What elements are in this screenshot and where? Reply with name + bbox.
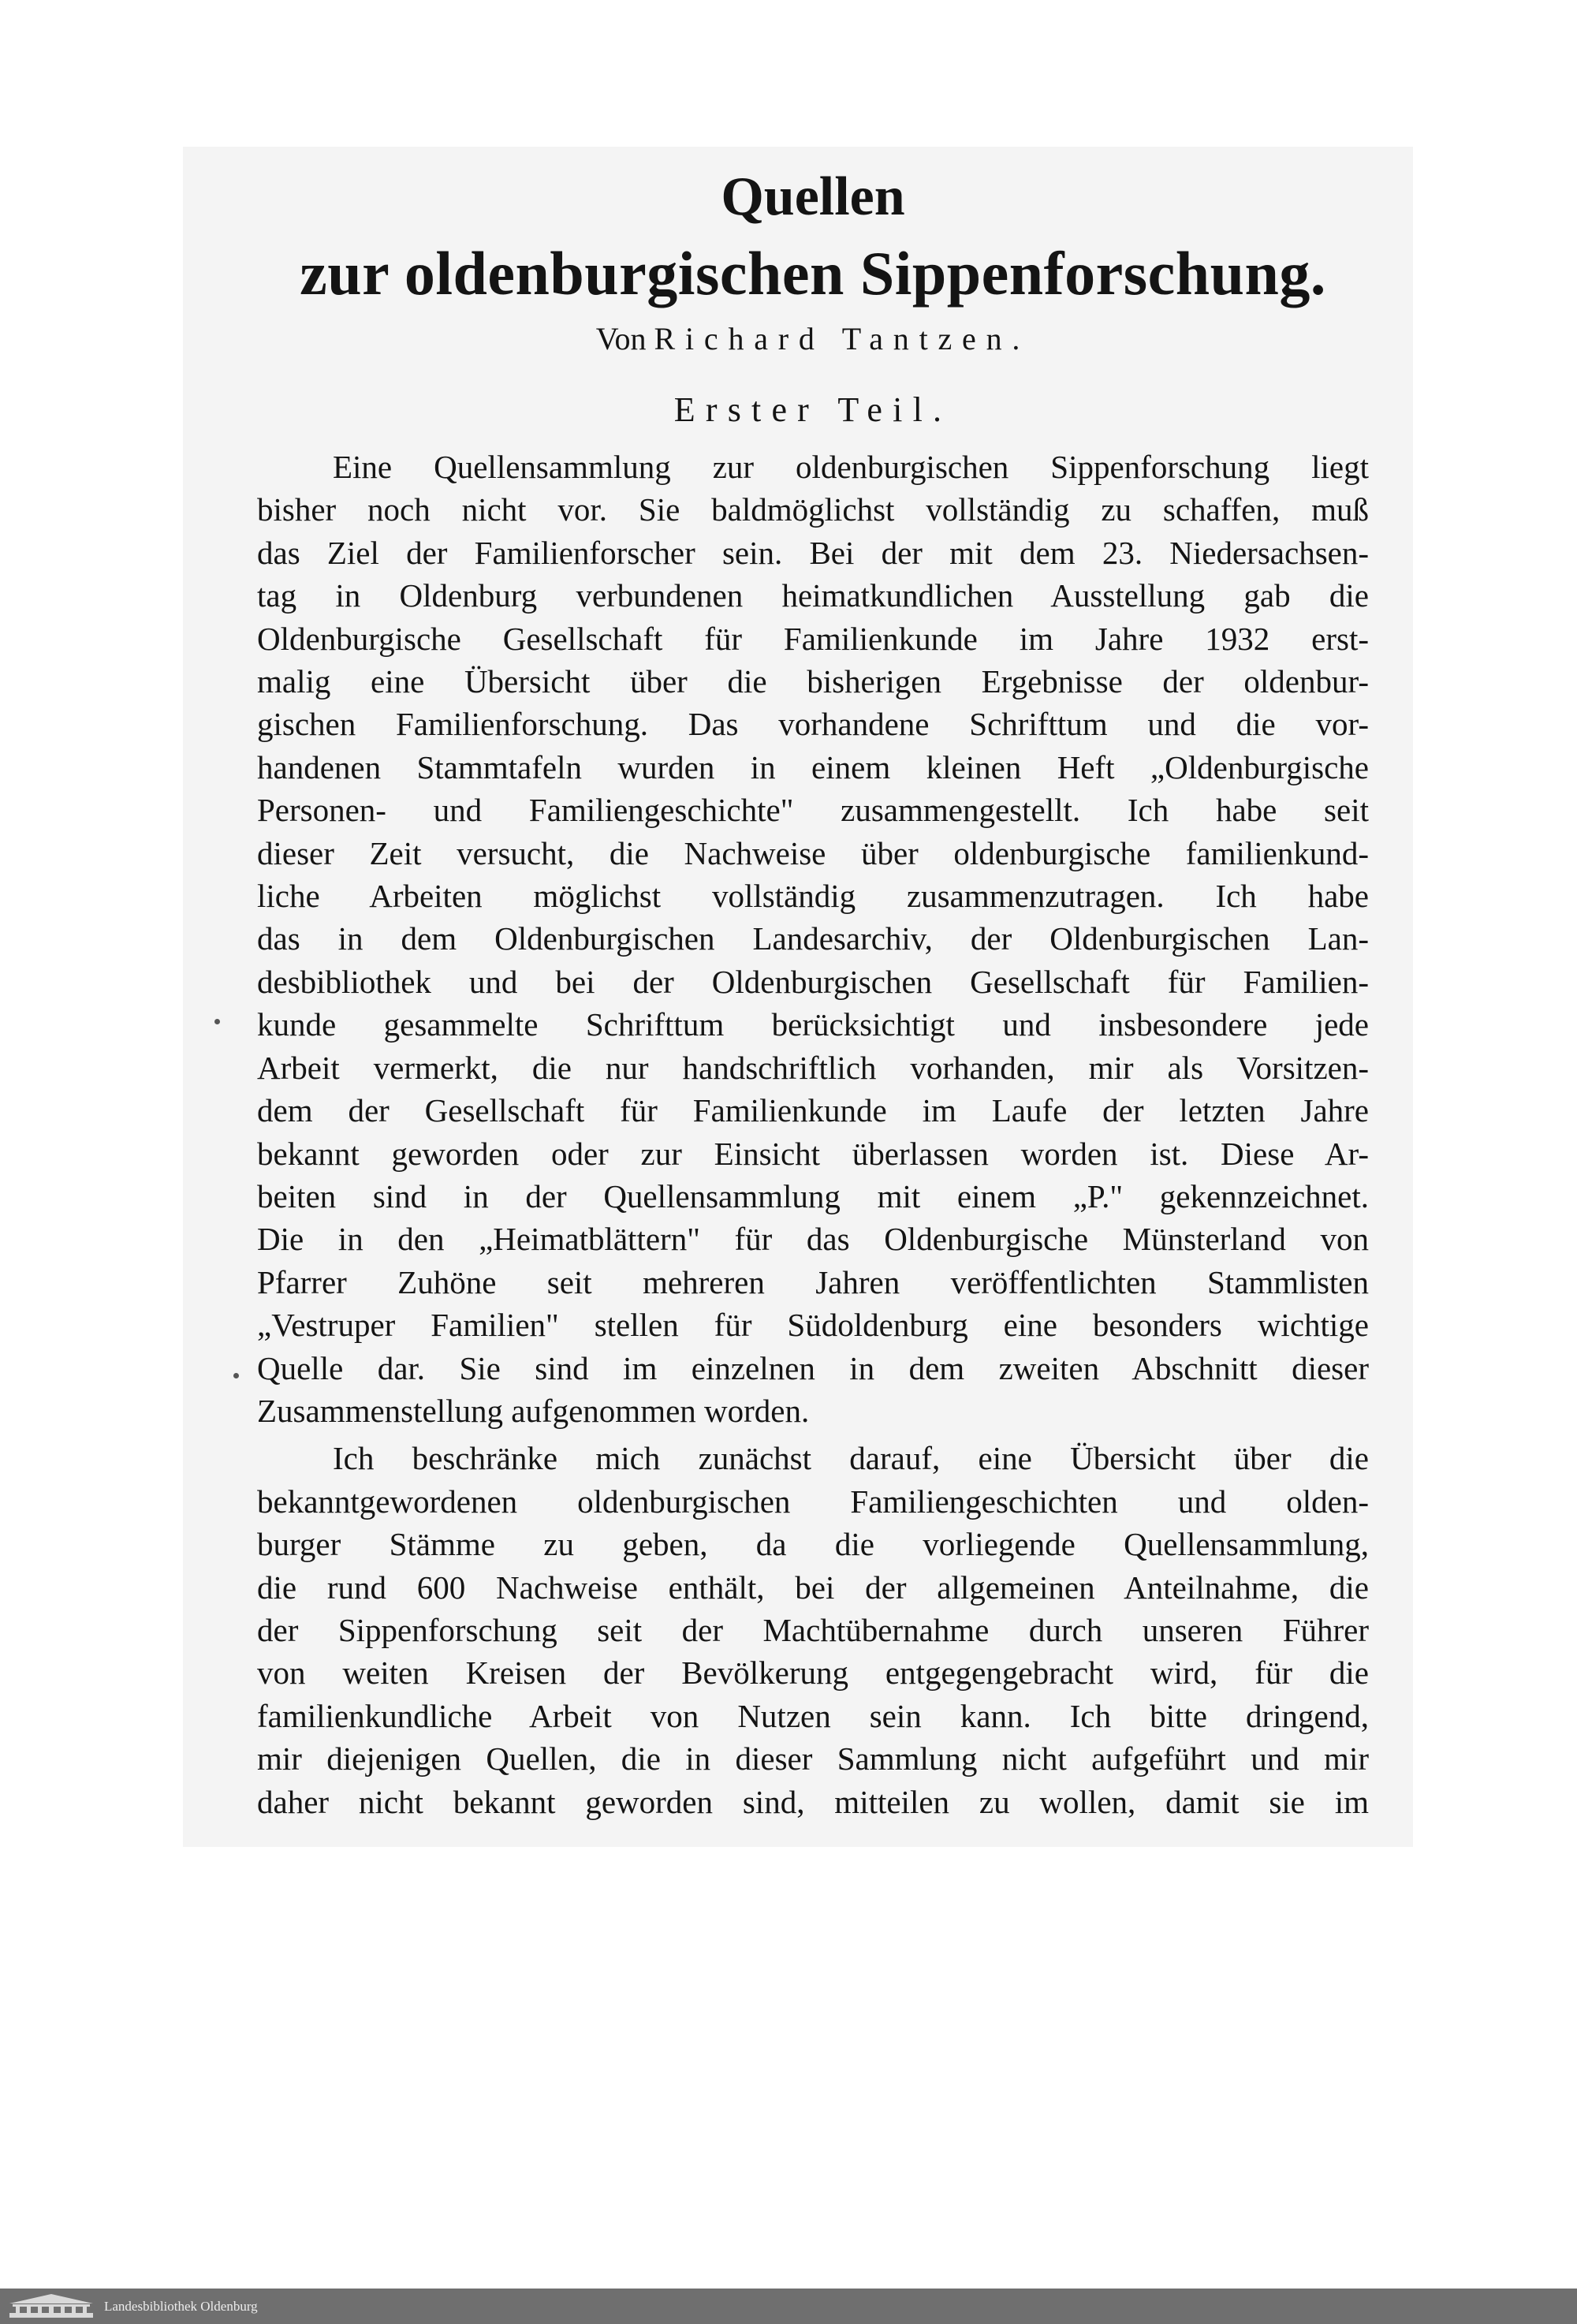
text-line: die rund 600 Nachweise enthält, bei der allgemeinen Anteilnahme, die (257, 1569, 1369, 1606)
text-line: Arbeit vermerkt, die nur handschriftlich vorhanden, mir als Vorsitzen- (257, 1049, 1369, 1086)
byline-prefix: Von (595, 321, 647, 356)
text-line: dieser Zeit versucht, die Nachweise über oldenburgische familienkund- (257, 834, 1369, 871)
text-line: burger Stämme zu geben, da die vorliegende Quellensammlung, (257, 1526, 1369, 1563)
text-line: das in dem Oldenburgischen Landesarchiv, der Oldenburgischen Lan- (257, 920, 1369, 957)
text-line: Oldenburgische Gesellschaft für Familienkunde im Jahre 1932 erst- (257, 620, 1369, 657)
text-line: gischen Familienforschung. Das vorhandene Schrifttum und die vor- (257, 706, 1369, 743)
document-title: Quellen (721, 166, 905, 227)
text-line: liche Arbeiten möglichst vollständig zusammenzutragen. Ich habe (257, 878, 1369, 915)
text-line: Ich beschränke mich zunächst darauf, eine Übersicht über die (333, 1440, 1369, 1477)
text-line: „Vestruper Familien" stellen für Südoldenburg eine besonders wichtige (257, 1307, 1369, 1344)
text-line: beiten sind in der Quellensammlung mit einem „P." gekennzeichnet. (257, 1177, 1369, 1214)
text-line: mir diejenigen Quellen, die in dieser Sammlung nicht aufgeführt und mir (257, 1740, 1369, 1778)
text-line: bekannt geworden oder zur Einsicht überlassen worden ist. Diese Ar- (257, 1135, 1369, 1172)
text-line: desbibliothek und bei der Oldenburgischen Gesellschaft für Familien- (257, 963, 1369, 1000)
text-line: Personen- und Familiengeschichte" zusammengestellt. Ich habe seit (257, 792, 1369, 829)
text-line: malig eine Übersicht über die bisherigen Ergebnisse der oldenbur- (257, 663, 1369, 700)
text-line: daher nicht bekannt geworden sind, mitteilen zu wollen, damit sie im (257, 1783, 1369, 1820)
part-heading: Erster Teil. (673, 390, 953, 429)
author-name: Richard Tantzen. (654, 321, 1031, 356)
text-line: Zusammenstellung aufgenommen worden. (257, 1392, 810, 1429)
text-line: von weiten Kreisen der Bevölkerung entgegengebracht wird, für die (257, 1654, 1369, 1692)
text-line: bekanntgewordenen oldenburgischen Familiengeschichten und olden- (257, 1483, 1369, 1520)
text-line: Eine Quellensammlung zur oldenburgischen Sippenforschung liegt (333, 449, 1369, 485)
scan-speck (214, 1019, 220, 1024)
text-line: handenen Stammtafeln wurden in einem kleinen Heft „Oldenburgische (257, 748, 1369, 785)
text-line: bisher noch nicht vor. Sie baldmöglichst vollständig zu schaffen, muß (257, 491, 1369, 528)
text-line: tag in Oldenburg verbundenen heimatkundlichen Ausstellung gab die (257, 577, 1369, 614)
text-line: der Sippenforschung seit der Machtübernahme durch unseren Führer (257, 1611, 1369, 1648)
text-line: Quelle dar. Sie sind im einzelnen in dem zweiten Abschnitt dieser (257, 1349, 1369, 1386)
library-building-icon (8, 2292, 95, 2319)
footer-library-name: Landesbibliothek Oldenburg (104, 2299, 258, 2314)
scan-speck (233, 1373, 239, 1378)
paragraph-2 (257, 1437, 1369, 1823)
text-line: Die in den „Heimatblättern" für das Oldenburgische Münsterland von (257, 1221, 1369, 1258)
byline (257, 315, 1369, 363)
text-line: das Ziel der Familienforscher sein. Bei der mit dem 23. Niedersachsen- (257, 534, 1369, 571)
text-line: Pfarrer Zuhöne seit mehreren Jahren veröffentlichten Stammlisten (257, 1263, 1369, 1300)
footer-bar (0, 2289, 1577, 2324)
text-line: kunde gesammelte Schrifttum berücksichtigt und insbesondere jede (257, 1006, 1369, 1043)
text-line: dem der Gesellschaft für Familienkunde im Laufe der letzten Jahre (257, 1092, 1369, 1129)
body-text (257, 446, 1369, 1823)
text-line: familienkundliche Arbeit von Nutzen sein kann. Ich bitte dringend, (257, 1697, 1369, 1734)
paragraph-1 (257, 446, 1369, 1432)
document-subtitle: zur oldenburgischen Sippenforschung. (300, 239, 1326, 308)
